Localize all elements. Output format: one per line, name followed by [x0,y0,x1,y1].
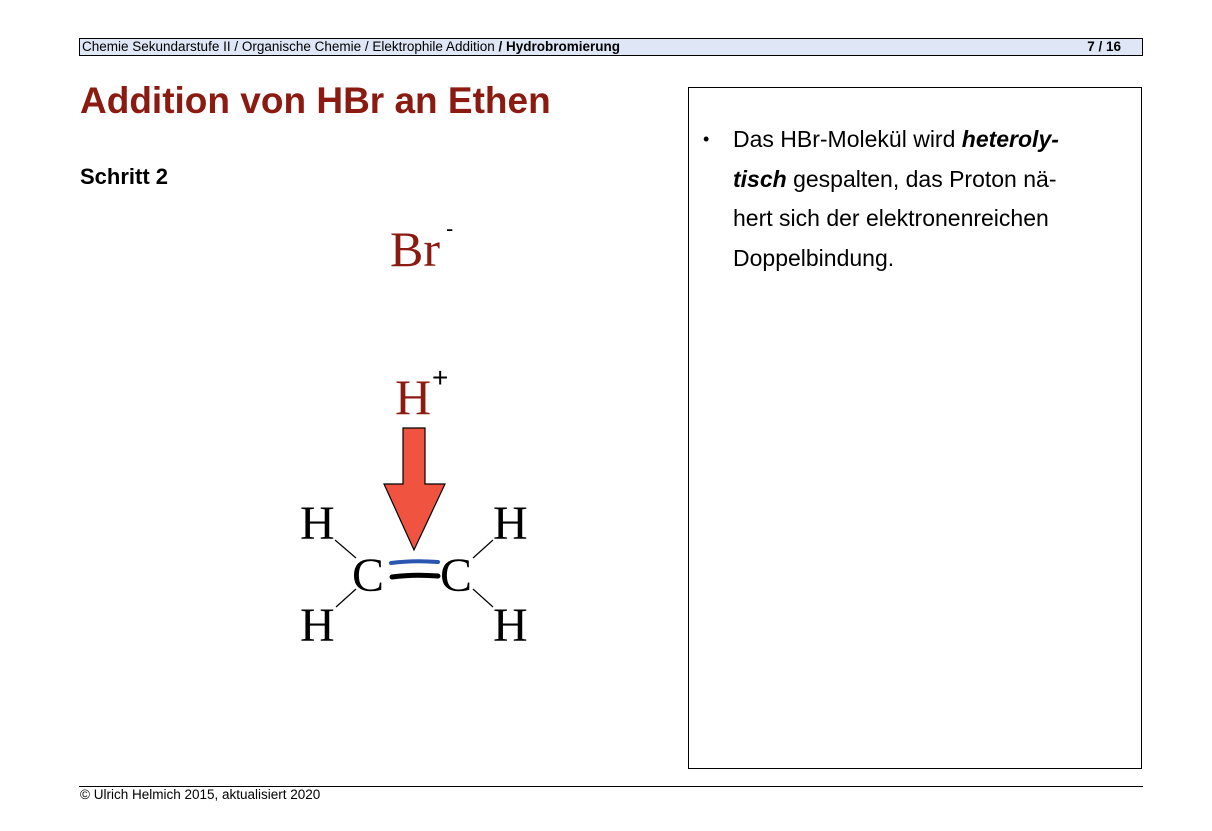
page-header [79,38,1143,56]
text-segment: Das HBr-Molekül wird [733,126,962,152]
bond-h-bottom-right [473,589,493,607]
breadcrumb [82,39,620,55]
text-segment: hert sich der elektronenreichen [733,205,1049,231]
breadcrumb-path: Chemie Sekundarstufe II / Organische Chemie / Elektrophile Addition [82,39,495,54]
atom-c-right: C [440,549,473,602]
bromide-charge: - [446,216,454,241]
page-title: Addition von HBr an Ethen [80,80,551,121]
atom-h-bottom-left: H [300,599,335,652]
molecule-bonds [280,210,580,660]
bond-h-top-right [473,540,493,558]
pi-bond [391,561,438,563]
emphasis-text: heteroly- [961,126,1059,152]
step-label: Schritt 2 [80,164,169,189]
breadcrumb-separator: / [494,39,506,54]
sigma-bond [392,575,438,577]
attack-arrow [384,428,445,550]
atom-h-top-left: H [300,497,335,550]
emphasis-text: tisch [733,165,787,192]
atom-c-left: C [352,549,385,602]
atom-h-bottom-right: H [493,599,528,652]
atom-h-top-right: H [493,497,528,550]
explanation-panel [688,87,1142,769]
proton: H [395,369,432,425]
text-segment: Doppelbindung. [733,244,895,271]
bromide-ion: Br [390,221,440,277]
text-segment: gespalten, das Proton nä- [786,165,1057,192]
bullet-icon: • [703,129,710,149]
reaction-diagram [280,210,580,660]
footer-copyright: © Ulrich Helmich 2015, aktualisiert 2020 [80,787,321,802]
page-number: 7 / 16 [1087,39,1121,54]
explanation-text [733,120,1113,278]
breadcrumb-current: Hydrobromierung [506,39,621,54]
proton-charge: + [432,362,449,393]
